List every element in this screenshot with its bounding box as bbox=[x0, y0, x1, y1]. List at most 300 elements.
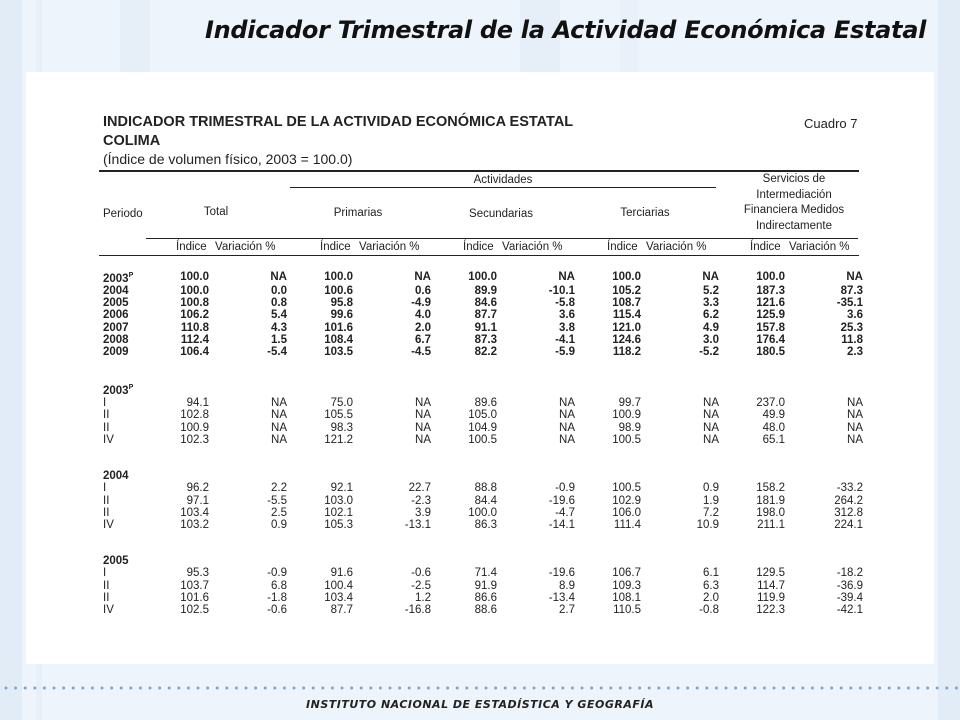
footer-dot bbox=[657, 687, 660, 690]
variacion-cell: 2.0 bbox=[415, 321, 431, 334]
indice-cell: 89.6 bbox=[474, 397, 497, 410]
period-cell bbox=[103, 346, 165, 358]
spacer-row bbox=[103, 358, 863, 382]
variacion-cell bbox=[641, 470, 719, 482]
indice-cell: 100.9 bbox=[612, 409, 641, 422]
footer-dot bbox=[926, 687, 929, 690]
indice-cell bbox=[431, 470, 497, 482]
variacion-cell: NA bbox=[703, 421, 719, 434]
variacion-cell: NA bbox=[703, 409, 719, 422]
footer-dot bbox=[581, 687, 584, 690]
footer-dot bbox=[811, 687, 814, 690]
period-label: I bbox=[103, 397, 107, 410]
variacion-cell: 5.4 bbox=[271, 309, 287, 322]
period-cell bbox=[103, 309, 165, 321]
period-cell bbox=[103, 409, 165, 421]
variacion-cell: -35.1 bbox=[836, 297, 863, 310]
indice-cell: 108.4 bbox=[324, 333, 353, 346]
table-row bbox=[103, 285, 863, 297]
footer-dot bbox=[369, 687, 372, 690]
table-image-panel bbox=[26, 72, 934, 664]
subheader-indice: Índice bbox=[607, 241, 638, 253]
indice-cell: 106.4 bbox=[180, 346, 209, 359]
footer-dot bbox=[600, 687, 603, 690]
indice-cell: 65.1 bbox=[762, 433, 785, 446]
header-servicios-line: Indirectamente bbox=[755, 219, 833, 232]
spacer-row bbox=[103, 531, 863, 555]
indice-cell: 100.5 bbox=[468, 433, 497, 446]
footer-dot bbox=[91, 687, 94, 690]
variacion-cell: 3.8 bbox=[559, 321, 575, 334]
variacion-cell bbox=[209, 470, 287, 482]
indice-cell bbox=[165, 470, 209, 482]
variacion-cell: 1.9 bbox=[703, 494, 719, 507]
footer-dot bbox=[81, 687, 84, 690]
footer-dot bbox=[744, 687, 747, 690]
footer-dot bbox=[897, 687, 900, 690]
footer-dot bbox=[350, 687, 353, 690]
variacion-cell: 2.7 bbox=[559, 603, 575, 616]
footer-dot bbox=[619, 687, 622, 690]
header-servicios-line: Intermediación bbox=[756, 188, 832, 201]
table-row bbox=[103, 422, 863, 434]
indice-cell: 103.7 bbox=[180, 579, 209, 592]
actividades-rule bbox=[290, 187, 716, 188]
period-label: II bbox=[103, 591, 110, 604]
indice-cell: 180.5 bbox=[756, 346, 785, 359]
footer-dot bbox=[341, 687, 344, 690]
indice-cell: 99.7 bbox=[618, 397, 641, 410]
indice-cell: 125.9 bbox=[756, 309, 785, 322]
variacion-cell bbox=[209, 555, 287, 567]
indice-cell: 108.7 bbox=[612, 297, 641, 310]
table-row bbox=[103, 434, 863, 446]
footer-dot bbox=[792, 687, 795, 690]
period-cell bbox=[103, 334, 165, 346]
footer-dot bbox=[101, 687, 104, 690]
variacion-cell bbox=[353, 470, 431, 482]
header-actividades: Actividades bbox=[473, 174, 533, 186]
variacion-cell bbox=[497, 470, 575, 482]
footer-dot bbox=[696, 687, 699, 690]
footer-dot bbox=[293, 687, 296, 690]
footer-dot bbox=[254, 687, 257, 690]
variacion-cell: 3.0 bbox=[703, 333, 719, 346]
subheader-rule bbox=[146, 238, 858, 239]
footer-dot bbox=[494, 687, 497, 690]
variacion-cell: -10.1 bbox=[548, 285, 575, 298]
footer-dot bbox=[773, 687, 776, 690]
variacion-cell: -5.5 bbox=[267, 494, 287, 507]
variacion-cell: 22.7 bbox=[408, 482, 431, 495]
variacion-cell: -5.4 bbox=[267, 346, 287, 359]
indice-cell: 158.2 bbox=[756, 482, 785, 495]
indice-cell: 98.3 bbox=[330, 421, 353, 434]
indice-cell: 106.0 bbox=[612, 506, 641, 519]
footer-dot bbox=[917, 687, 920, 690]
period-label: I bbox=[103, 482, 107, 495]
indice-cell: 103.4 bbox=[180, 506, 209, 519]
variacion-cell: NA bbox=[558, 271, 575, 284]
footer-dot bbox=[302, 687, 305, 690]
indice-cell bbox=[287, 382, 353, 397]
indice-cell: 100.5 bbox=[612, 433, 641, 446]
indice-cell: 86.6 bbox=[474, 591, 497, 604]
variacion-cell: -0.6 bbox=[411, 567, 431, 580]
year-heading-row bbox=[103, 382, 863, 397]
variacion-cell: NA bbox=[559, 433, 575, 446]
period-cell bbox=[103, 434, 165, 446]
variacion-cell: NA bbox=[415, 397, 431, 410]
indice-cell: 211.1 bbox=[757, 518, 785, 531]
variacion-cell bbox=[209, 382, 287, 397]
variacion-cell: NA bbox=[847, 397, 863, 410]
indice-cell: 176.4 bbox=[756, 333, 785, 346]
variacion-cell: -39.4 bbox=[836, 591, 863, 604]
table-row bbox=[103, 322, 863, 334]
indice-cell: 105.3 bbox=[324, 518, 353, 531]
footer-dot bbox=[504, 687, 507, 690]
variacion-cell bbox=[353, 382, 431, 397]
footer-dot bbox=[869, 687, 872, 690]
variacion-cell: 4.9 bbox=[703, 321, 719, 334]
variacion-cell: 4.0 bbox=[415, 309, 431, 322]
variacion-cell: NA bbox=[271, 409, 287, 422]
period-label: 2005 bbox=[103, 297, 129, 310]
variacion-cell: NA bbox=[271, 421, 287, 434]
variacion-cell: NA bbox=[846, 271, 863, 284]
footer-dot bbox=[542, 687, 545, 690]
variacion-cell bbox=[497, 382, 575, 397]
indice-cell: 100.9 bbox=[180, 421, 209, 434]
header-total: Total bbox=[203, 206, 229, 218]
period-label: II bbox=[103, 506, 110, 519]
period-cell bbox=[103, 555, 165, 567]
table-row bbox=[103, 495, 863, 507]
indice-cell bbox=[431, 382, 497, 397]
table-row bbox=[103, 507, 863, 519]
variacion-cell: 2.3 bbox=[847, 346, 863, 359]
footer-dot bbox=[158, 687, 161, 690]
table-row bbox=[103, 297, 863, 309]
indice-cell: 104.9 bbox=[468, 421, 497, 434]
footer-dot bbox=[408, 687, 411, 690]
footer-dot bbox=[753, 687, 756, 690]
indice-cell: 119.9 bbox=[757, 591, 785, 604]
indice-cell bbox=[719, 382, 785, 397]
subheader-variacion: Variación % bbox=[502, 241, 563, 253]
indice-cell: 100.0 bbox=[612, 271, 641, 284]
indice-cell: 88.6 bbox=[474, 603, 497, 616]
header-rule-bottom bbox=[99, 255, 859, 256]
variacion-cell: -4.1 bbox=[555, 333, 575, 346]
period-label: II bbox=[103, 409, 110, 422]
variacion-cell bbox=[785, 555, 863, 567]
variacion-cell: 3.3 bbox=[703, 297, 719, 310]
footer-dot bbox=[907, 687, 910, 690]
period-cell bbox=[103, 519, 165, 531]
period-cell bbox=[103, 382, 165, 397]
footer-dot bbox=[206, 687, 209, 690]
table-subtitle: (Índice de volumen físico, 2003 = 100.0) bbox=[103, 151, 353, 167]
footer-dot bbox=[197, 687, 200, 690]
indice-cell: 181.9 bbox=[756, 494, 785, 507]
footer-dot bbox=[245, 687, 248, 690]
variacion-cell: 7.2 bbox=[703, 506, 719, 519]
variacion-cell: 10.9 bbox=[696, 518, 719, 531]
footer-dot bbox=[667, 687, 670, 690]
table-row bbox=[103, 334, 863, 346]
variacion-cell: NA bbox=[415, 409, 431, 422]
footer-dot bbox=[571, 687, 574, 690]
variacion-cell: 3.6 bbox=[847, 309, 863, 322]
period-cell bbox=[103, 580, 165, 592]
footer-dot bbox=[677, 687, 680, 690]
variacion-cell: -33.2 bbox=[836, 482, 863, 495]
footer-dot bbox=[878, 687, 881, 690]
table-row bbox=[103, 580, 863, 592]
footer-dot bbox=[523, 687, 526, 690]
variacion-cell: -0.9 bbox=[555, 482, 575, 495]
period-label: 2008 bbox=[103, 333, 129, 346]
footer-dot bbox=[110, 687, 113, 690]
footer-dot bbox=[187, 687, 190, 690]
footer-dot bbox=[177, 687, 180, 690]
variacion-cell: 3.6 bbox=[559, 309, 575, 322]
indice-cell: 114.7 bbox=[757, 579, 785, 592]
indice-cell: 87.7 bbox=[474, 309, 497, 322]
variacion-cell: -13.1 bbox=[404, 518, 431, 531]
variacion-cell: NA bbox=[415, 421, 431, 434]
footer-dot bbox=[53, 687, 56, 690]
indice-cell: 112.4 bbox=[180, 333, 209, 346]
indice-cell bbox=[287, 470, 353, 482]
table-row bbox=[103, 592, 863, 604]
footer-dot bbox=[609, 687, 612, 690]
variacion-cell: -0.8 bbox=[699, 603, 719, 616]
variacion-cell: 6.8 bbox=[271, 579, 287, 592]
indice-cell: 75.0 bbox=[330, 397, 353, 410]
indice-cell: 101.6 bbox=[180, 591, 209, 604]
variacion-cell: 6.1 bbox=[703, 567, 719, 580]
variacion-cell: 0.0 bbox=[271, 285, 287, 298]
subheader-variacion: Variación % bbox=[789, 241, 850, 253]
preliminary-mark: P bbox=[128, 384, 134, 392]
indice-cell: 88.8 bbox=[474, 482, 497, 495]
footer-dot bbox=[686, 687, 689, 690]
footer-dot bbox=[33, 687, 36, 690]
indice-cell: 86.3 bbox=[474, 518, 497, 531]
footer-dot bbox=[849, 687, 852, 690]
footer-dot bbox=[331, 687, 334, 690]
period-cell bbox=[103, 495, 165, 507]
footer-dot bbox=[149, 687, 152, 690]
indice-cell: 99.6 bbox=[330, 309, 353, 322]
period-label: I bbox=[103, 567, 107, 580]
footer-dot bbox=[5, 687, 8, 690]
footer-dot bbox=[437, 687, 440, 690]
indice-cell: 48.0 bbox=[762, 421, 785, 434]
variacion-cell: NA bbox=[559, 421, 575, 434]
indice-cell: 121.6 bbox=[756, 297, 785, 310]
footer-dot bbox=[264, 687, 267, 690]
footer-dot bbox=[945, 687, 948, 690]
indice-cell: 98.9 bbox=[618, 421, 641, 434]
table-row bbox=[103, 604, 863, 616]
preliminary-mark: P bbox=[128, 272, 134, 279]
indice-cell: 102.9 bbox=[612, 494, 641, 507]
footer-dot bbox=[24, 687, 27, 690]
variacion-cell: 264.2 bbox=[834, 494, 863, 507]
variacion-cell bbox=[641, 382, 719, 397]
variacion-cell bbox=[641, 555, 719, 567]
indice-cell: 100.8 bbox=[180, 297, 209, 310]
variacion-cell bbox=[785, 382, 863, 397]
indice-cell: 89.9 bbox=[474, 285, 497, 298]
table-row bbox=[103, 567, 863, 579]
variacion-cell: -0.9 bbox=[267, 567, 287, 580]
indice-cell: 100.6 bbox=[324, 285, 353, 298]
header-servicios-line: Servicios de bbox=[762, 173, 826, 185]
period-label: II bbox=[103, 494, 110, 507]
spacer-row bbox=[103, 446, 863, 470]
indice-cell: 87.3 bbox=[474, 333, 497, 346]
indice-cell: 102.1 bbox=[324, 506, 353, 519]
indice-cell: 105.5 bbox=[324, 409, 353, 422]
indice-cell: 103.2 bbox=[180, 518, 209, 531]
period-cell bbox=[103, 397, 165, 409]
footer-dot bbox=[734, 687, 737, 690]
indice-cell: 96.2 bbox=[186, 482, 209, 495]
period-label: 2003 bbox=[103, 385, 129, 398]
footer-dot bbox=[312, 687, 315, 690]
footer-dot bbox=[235, 687, 238, 690]
variacion-cell: 2.2 bbox=[271, 482, 287, 495]
indice-cell: 111.4 bbox=[613, 518, 641, 531]
period-label: IV bbox=[103, 518, 114, 531]
footer-dot bbox=[629, 687, 632, 690]
table-title: INDICADOR TRIMESTRAL DE LA ACTIVIDAD ECONÓMICA ESTATAL bbox=[103, 114, 574, 130]
indice-cell: 121.0 bbox=[612, 321, 641, 334]
subheader-indice: Índice bbox=[176, 241, 207, 253]
footer-dot bbox=[590, 687, 593, 690]
indice-cell: 110.8 bbox=[180, 321, 209, 334]
footer-dot bbox=[216, 687, 219, 690]
period-cell bbox=[103, 507, 165, 519]
indice-cell: 100.5 bbox=[612, 482, 641, 495]
variacion-cell: 1.5 bbox=[271, 333, 287, 346]
variacion-cell: NA bbox=[270, 271, 287, 284]
footer-dot bbox=[360, 687, 363, 690]
variacion-cell: 6.2 bbox=[703, 309, 719, 322]
footer-dot bbox=[129, 687, 132, 690]
indice-cell bbox=[719, 555, 785, 567]
footer-dot bbox=[801, 687, 804, 690]
subheader-indice: Índice bbox=[750, 241, 781, 253]
footer-dot bbox=[72, 687, 75, 690]
table-row bbox=[103, 482, 863, 494]
table-row bbox=[103, 397, 863, 409]
variacion-cell: NA bbox=[559, 397, 575, 410]
indice-cell: 97.1 bbox=[186, 494, 209, 507]
statistical-table bbox=[26, 72, 934, 664]
year-heading-row bbox=[103, 470, 863, 482]
variacion-cell: 2.5 bbox=[271, 506, 287, 519]
indice-cell: 124.6 bbox=[612, 333, 641, 346]
indice-cell: 100.4 bbox=[324, 579, 353, 592]
subheader-variacion: Variación % bbox=[646, 241, 707, 253]
variacion-cell: -13.4 bbox=[548, 591, 575, 604]
indice-cell bbox=[575, 382, 641, 397]
table-row bbox=[103, 270, 863, 285]
indice-cell: 102.5 bbox=[180, 603, 209, 616]
footer-dot bbox=[936, 687, 939, 690]
variacion-cell: 2.0 bbox=[703, 591, 719, 604]
footer-dot bbox=[398, 687, 401, 690]
header-servicios-line: Financiera Medidos bbox=[743, 204, 845, 216]
indice-cell bbox=[719, 470, 785, 482]
indice-cell bbox=[287, 555, 353, 567]
variacion-cell: 0.9 bbox=[271, 518, 287, 531]
indice-cell: 121.2 bbox=[324, 433, 353, 446]
variacion-cell: -42.1 bbox=[836, 603, 863, 616]
variacion-cell: NA bbox=[414, 271, 431, 284]
variacion-cell: -0.6 bbox=[267, 603, 287, 616]
variacion-cell: NA bbox=[271, 433, 287, 446]
indice-cell: 100.0 bbox=[468, 271, 497, 284]
table-row bbox=[103, 409, 863, 421]
variacion-cell: 8.9 bbox=[559, 579, 575, 592]
variacion-cell: -19.6 bbox=[548, 494, 575, 507]
subheader-indice: Índice bbox=[320, 241, 351, 253]
indice-cell: 91.1 bbox=[474, 321, 497, 334]
indice-cell: 100.0 bbox=[468, 506, 497, 519]
variacion-cell bbox=[785, 470, 863, 482]
footer-dot bbox=[427, 687, 430, 690]
period-cell bbox=[103, 270, 165, 285]
indice-cell: 122.3 bbox=[756, 603, 785, 616]
indice-cell: 95.3 bbox=[186, 567, 209, 580]
indice-cell: 102.8 bbox=[180, 409, 209, 422]
footer-dot bbox=[782, 687, 785, 690]
variacion-cell: 6.7 bbox=[415, 333, 431, 346]
variacion-cell: -4.5 bbox=[411, 346, 431, 359]
footer-dot bbox=[830, 687, 833, 690]
footer-dot bbox=[715, 687, 718, 690]
footer-dot bbox=[475, 687, 478, 690]
variacion-cell: -18.2 bbox=[836, 567, 863, 580]
period-label: 2006 bbox=[103, 309, 129, 322]
period-label: 2004 bbox=[103, 285, 129, 298]
variacion-cell: -5.8 bbox=[555, 297, 575, 310]
footer-dot bbox=[888, 687, 891, 690]
footer-dot bbox=[168, 687, 171, 690]
variacion-cell: 25.3 bbox=[840, 321, 863, 334]
indice-cell bbox=[431, 555, 497, 567]
footer-dot bbox=[321, 687, 324, 690]
indice-cell: 115.4 bbox=[612, 309, 641, 322]
indice-cell: 157.8 bbox=[756, 321, 785, 334]
period-cell bbox=[103, 322, 165, 334]
footer-dot bbox=[485, 687, 488, 690]
footer-dot bbox=[139, 687, 142, 690]
period-cell bbox=[103, 567, 165, 579]
variacion-cell: -36.9 bbox=[836, 579, 863, 592]
indice-cell: 92.1 bbox=[330, 482, 353, 495]
period-label: 2007 bbox=[103, 321, 129, 334]
table-row bbox=[103, 309, 863, 321]
footer-dot bbox=[283, 687, 286, 690]
